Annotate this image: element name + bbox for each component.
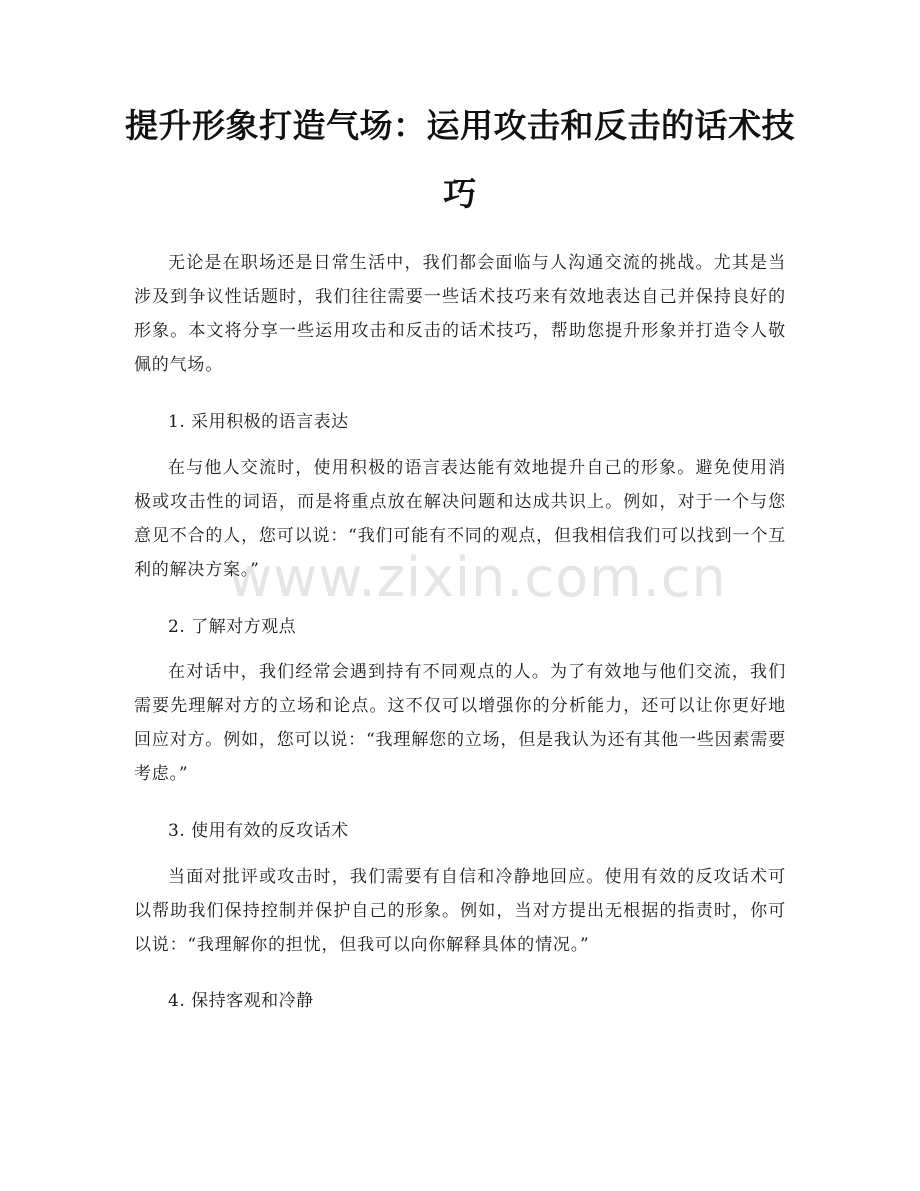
watermark-text: www.zixin.com.cn (228, 546, 727, 609)
section-heading-3: 3. 使用有效的反攻话术 (168, 821, 349, 841)
section-heading-2: 2. 了解对方观点 (168, 617, 297, 637)
section-heading-1: 1. 采用积极的语言表达 (168, 412, 349, 432)
section-body-3: 当面对批评或攻击时，我们需要有自信和冷静地回应。使用有效的反攻话术可以帮助我们保持控制并保护自己的形象。例如，当对方提出无根据的指责时，你可以说：“我理解你的担忧，但我可以向你解释具体的情况。” (134, 867, 786, 955)
section-body-1: 在与他人交流时，使用积极的语言表达能有效地提升自己的形象。避免使用消极或攻击性的词语，而是将重点放在解决问题和达成共识上。例如，对于一个与您意见不合的人，您可以说：“我们可能有不同的观点，但我相信我们可以找到一个互利的解决方案。” (134, 458, 786, 580)
page-title: 提升形象打造气场：运用攻击和反击的话术技巧 (125, 106, 795, 213)
section-body-2: 在对话中，我们经常会遇到持有不同观点的人。为了有效地与他们交流，我们需要先理解对方的立场和论点。这不仅可以增强你的分析能力，还可以让你更好地回应对方。例如，您可以说：“我理解您的立场，但是我认为还有其他一些因素需要考虑。” (134, 662, 786, 784)
intro-paragraph: 无论是在职场还是日常生活中，我们都会面临与人沟通交流的挑战。尤其是当涉及到争议性话题时，我们往往需要一些话术技巧来有效地表达自己并保持良好的形象。本文将分享一些运用攻击和反击的话术技巧，帮助您提升形象并打造令人敬佩的气场。 (134, 253, 786, 375)
section-heading-4: 4. 保持客观和冷静 (168, 991, 314, 1011)
